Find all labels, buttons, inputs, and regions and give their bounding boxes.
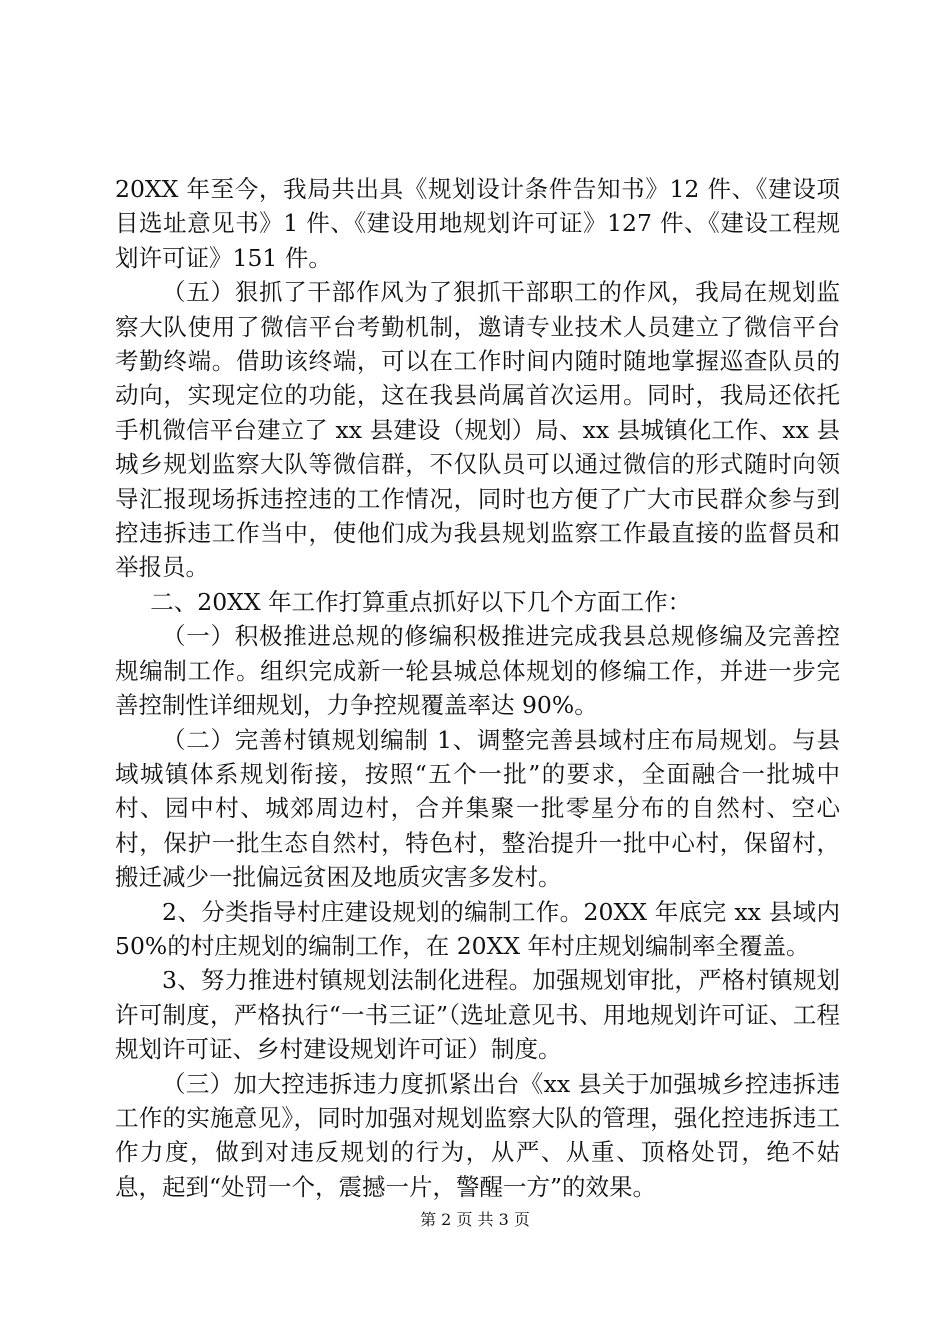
paragraph-permits-summary: 20XX 年至今，我局共出具《规划设计条件告知书》12 件、《建设项目选址意见书》1 件、《建设用地规划许可证》127 件、《建设工程规划许可证》151 件。 [115, 175, 840, 272]
document-body [115, 172, 840, 1204]
paragraph-section-two-heading: 二、20XX 年工作打算重点抓好以下几个方面工作： [150, 587, 692, 616]
paragraph-legalization: 3、努力推进村镇规划法制化进程。加强规划审批，严格村镇规划许可制度，严格执行“一书三证”（选址意见书、用地规划许可证、工程规划许可证、乡村建设规划许可证）制度。 [115, 966, 840, 1064]
paragraph-village-planning: （二）完善村镇规划编制 1、调整完善县域村庄布局规划。与县域城镇体系规划衔接，按照“五个一批”的要求，全面融合一批城中村、园中村、城郊周边村，合并集聚一批零星分布的自然村、空心村，保护一批生态自然村，特色村，整治提升一批中心村，保留村，搬迁减少一批偏远贫困及地质灾害多发村。 [115, 725, 840, 892]
paragraph-classified-guidance: 2、分类指导村庄建设规划的编制工作。20XX 年底完 xx 县域内 50%的村庄规划的编制工作，在 20XX 年村庄规划编制率全覆盖。 [115, 897, 840, 960]
page-footer: 第 2 页 共 3 页 [420, 1210, 530, 1229]
paragraph-cadre-style: （五）狠抓了干部作风为了狠抓干部职工的作风，我局在规划监察大队使用了微信平台考勤机制，邀请专业技术人员建立了微信平台考勤终端。借助该终端，可以在工作时间内随时随地掌握巡查队员的动向，实现定位的功能，这在我县尚属首次运用。同时，我局还依托手机微信平台建立了 xx 县建设（规划）局、xx 县城镇化工作、xx 县城乡规划监察大队等微信群，不仅队员可以通过微信的形式随时向领导汇报现场拆违控违的工作情况，同时也方便了广大市民群众参与到控违拆违工作当中，使他们成为我县规划监察工作最直接的监督员和举报员。 [115, 278, 840, 582]
paragraph-master-plan: （一）积极推进总规的修编积极推进完成我县总规修编及完善控规编制工作。组织完成新一轮县城总体规划的修编工作，并进一步完善控制性详细规划，力争控规覆盖率达 90%。 [115, 622, 840, 720]
paragraph-demolition-control: （三）加大控违拆违力度抓紧出台《xx 县关于加强城乡控违拆违工作的实施意见》，同时加强对规划监察大队的管理，强化控违拆违工作力度，做到对违反规划的行为，从严、从重、顶格处罚，绝不姑息，起到“处罚一个，震撼一片，警醒一方”的效果。 [115, 1069, 840, 1201]
